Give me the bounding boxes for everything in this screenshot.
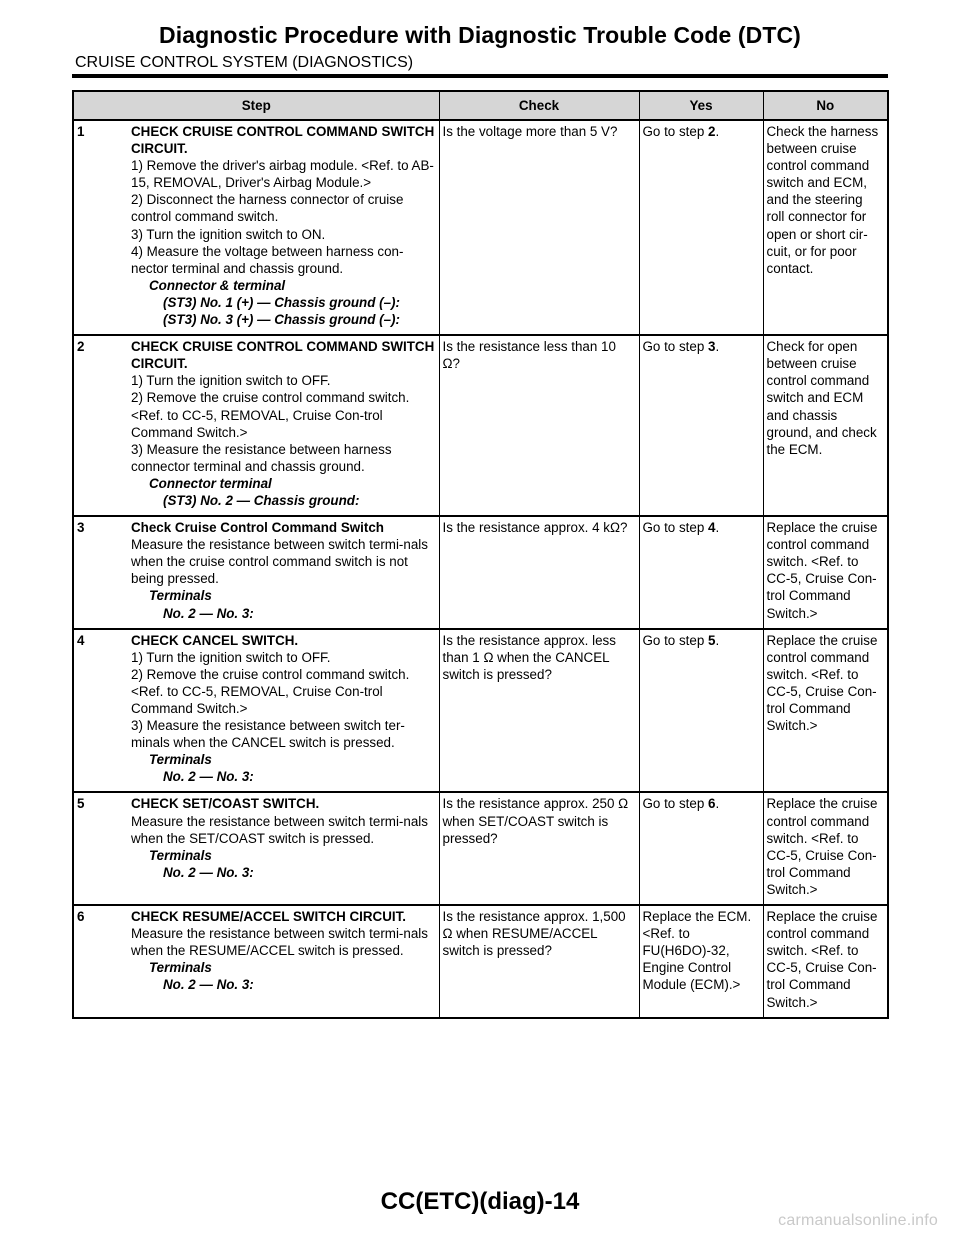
page-title: Diagnostic Procedure with Diagnostic Trouble Code (DTC) xyxy=(159,22,801,48)
header-step: Step xyxy=(73,91,439,120)
header-rule xyxy=(72,74,888,78)
yes-suffix: . xyxy=(715,124,720,139)
yes-text: Go to step xyxy=(642,796,709,812)
yes-cell xyxy=(639,905,763,1018)
step-number: 4 xyxy=(77,632,85,648)
page-code: CC(ETC)(diag)-14 xyxy=(380,1188,580,1215)
check-cell: Is the resistance approx. 250 Ω when SET/COAST switch is pressed? xyxy=(439,792,639,905)
step-body xyxy=(131,123,436,328)
yes-step-number: 5 xyxy=(708,632,716,648)
step-body xyxy=(131,338,436,509)
step-cell xyxy=(73,629,439,793)
header-check: Check xyxy=(439,91,639,120)
step-title: CHECK CRUISE CONTROL COMMAND SWITCH CIRCUIT. xyxy=(131,339,435,372)
yes-suffix: . xyxy=(715,339,720,355)
yes-text: Go to step xyxy=(642,339,709,355)
no-cell: Replace the cruise control command switch. <Ref. to CC-5, Cruise Con-trol Command Switch.> xyxy=(763,792,888,905)
step-body xyxy=(131,795,436,880)
no-cell: Check the harness between cruise control command switch and ECM, and the steering roll connector for open or short cir-cuit, or for poor contact. xyxy=(763,120,888,335)
header-no: No xyxy=(763,91,888,120)
yes-text: Go to step xyxy=(642,520,709,536)
spec-value: (ST3) No. 2 — Chassis ground: xyxy=(163,492,360,508)
yes-cell xyxy=(639,335,763,516)
step-instruction: 2) Remove the cruise control command switch. <Ref. to CC-5, REMOVAL, Cruise Con-trol Command Switch.> xyxy=(131,666,410,716)
spec-label: Terminals xyxy=(149,588,212,604)
yes-text: Replace the ECM. <Ref. to FU(H6DO)-32, Engine Control Module (ECM).> xyxy=(642,909,752,993)
table-body xyxy=(73,120,888,1018)
step-instruction: 3) Measure the resistance between switch ter-minals when the CANCEL switch is pressed. xyxy=(131,718,405,751)
step-number: 6 xyxy=(77,909,85,925)
step-instruction: 1) Turn the ignition switch to OFF. xyxy=(131,649,331,665)
header-yes: Yes xyxy=(639,91,763,120)
check-cell: Is the resistance less than 10 Ω? xyxy=(439,335,639,516)
step-instruction: 4) Measure the voltage between harness con-nector terminal and chassis ground. xyxy=(131,243,404,276)
table-row xyxy=(73,792,888,905)
table-row xyxy=(73,905,888,1018)
spec-value: (ST3) No. 3 (+) — Chassis ground (–): xyxy=(163,312,400,328)
step-instruction: 3) Turn the ignition switch to ON. xyxy=(131,226,326,242)
spec-label: Terminals xyxy=(149,752,212,768)
step-instruction: 3) Measure the resistance between harness connector terminal and chassis ground. xyxy=(131,441,392,474)
step-instruction: Measure the resistance between switch termi-nals when the cruise control command switch is not being pressed. xyxy=(131,537,428,587)
no-cell: Replace the cruise control command switch. <Ref. to CC-5, Cruise Con-trol Command Switch.> xyxy=(763,905,888,1018)
step-cell xyxy=(73,335,439,516)
spec-value: (ST3) No. 1 (+) — Chassis ground (–): xyxy=(163,294,400,310)
check-cell: Is the resistance approx. less than 1 Ω when the CANCEL switch is pressed? xyxy=(439,629,639,793)
yes-step-number: 3 xyxy=(708,339,716,355)
step-instruction: 2) Disconnect the harness connector of cruise control command switch. xyxy=(131,192,404,225)
step-title: CHECK RESUME/ACCEL SWITCH CIRCUIT. xyxy=(131,909,407,925)
step-cell xyxy=(73,120,439,335)
table-row xyxy=(73,335,888,516)
step-cell xyxy=(73,792,439,905)
table-header-row xyxy=(73,91,888,120)
step-number: 2 xyxy=(77,339,85,355)
spec-value: No. 2 — No. 3: xyxy=(163,605,254,621)
yes-suffix: . xyxy=(715,632,720,648)
step-instruction: 1) Remove the driver's airbag module. <Ref. to AB-15, REMOVAL, Driver's Airbag Module.> xyxy=(131,158,434,191)
spec-label: Terminals xyxy=(149,960,212,976)
step-title: CHECK CANCEL SWITCH. xyxy=(131,632,299,648)
yes-text: Go to step xyxy=(642,632,709,648)
no-cell: Check for open between cruise control command switch and ECM and chassis ground, and check the ECM. xyxy=(763,335,888,516)
step-body xyxy=(131,632,436,786)
step-instruction: Measure the resistance between switch termi-nals when the RESUME/ACCEL switch is pressed. xyxy=(131,926,428,959)
step-instruction: 1) Turn the ignition switch to OFF. xyxy=(131,373,331,389)
step-instruction: Measure the resistance between switch termi-nals when the SET/COAST switch is pressed. xyxy=(131,813,428,846)
no-cell: Replace the cruise control command switch. <Ref. to CC-5, Cruise Con-trol Command Switch.> xyxy=(763,629,888,793)
spec-label: Connector & terminal xyxy=(149,277,286,293)
check-cell: Is the resistance approx. 4 kΩ? xyxy=(439,516,639,629)
step-title: CHECK SET/COAST SWITCH. xyxy=(131,796,320,812)
step-body xyxy=(131,908,436,993)
table-row xyxy=(73,516,888,629)
step-cell xyxy=(73,905,439,1018)
spec-value: No. 2 — No. 3: xyxy=(163,977,254,993)
no-cell: Replace the cruise control command switch. <Ref. to CC-5, Cruise Con-trol Command Switch.> xyxy=(763,516,888,629)
step-body xyxy=(131,519,436,622)
yes-step-number: 2 xyxy=(708,124,716,139)
yes-cell xyxy=(639,629,763,793)
step-cell xyxy=(73,516,439,629)
table-row xyxy=(73,120,888,335)
spec-value: No. 2 — No. 3: xyxy=(163,864,254,880)
yes-cell xyxy=(639,516,763,629)
spec-value: No. 2 — No. 3: xyxy=(163,769,254,785)
watermark: carmanualsonline.info xyxy=(778,1212,938,1229)
step-title: Check Cruise Control Command Switch xyxy=(131,520,384,536)
dtc-procedure-table xyxy=(72,90,889,1019)
step-number: 5 xyxy=(77,796,85,812)
section-title: CRUISE CONTROL SYSTEM (DIAGNOSTICS) xyxy=(75,54,414,71)
step-number: 1 xyxy=(77,124,85,139)
table-row xyxy=(73,629,888,793)
yes-step-number: 4 xyxy=(708,520,716,536)
yes-text: Go to step xyxy=(642,124,709,139)
spec-label: Terminals xyxy=(149,847,212,863)
step-number: 3 xyxy=(77,520,85,536)
check-cell: Is the resistance approx. 1,500 Ω when RESUME/ACCEL switch is pressed? xyxy=(439,905,639,1018)
yes-suffix: . xyxy=(715,796,720,812)
check-cell: Is the voltage more than 5 V? xyxy=(439,120,639,335)
yes-cell xyxy=(639,120,763,335)
yes-step-number: 6 xyxy=(708,796,716,812)
step-title: CHECK CRUISE CONTROL COMMAND SWITCH CIRCUIT. xyxy=(131,124,435,157)
step-instruction: 2) Remove the cruise control command switch. <Ref. to CC-5, REMOVAL, Cruise Con-trol Command Switch.> xyxy=(131,390,410,440)
yes-suffix: . xyxy=(715,520,720,536)
spec-label: Connector terminal xyxy=(149,475,272,491)
yes-cell xyxy=(639,792,763,905)
